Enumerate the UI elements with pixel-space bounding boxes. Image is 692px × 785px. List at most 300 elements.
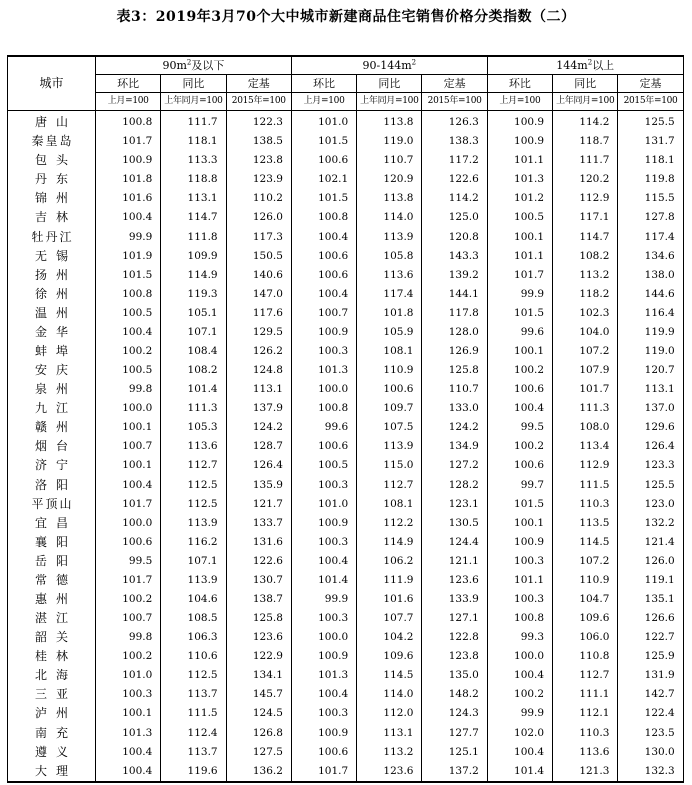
index-value-cell: 100.3 [291, 704, 356, 723]
index-value-cell: 100.9 [487, 111, 552, 133]
index-value-cell: 110.2 [226, 189, 291, 208]
index-value-cell: 110.9 [553, 571, 618, 590]
index-value-cell: 100.3 [487, 552, 552, 571]
city-cell: 南充 [8, 724, 96, 743]
index-value-cell: 117.2 [422, 151, 487, 170]
city-cell: 秦皇岛 [8, 132, 96, 151]
index-value-cell: 113.1 [161, 189, 226, 208]
city-cell: 泉州 [8, 380, 96, 399]
table-row [8, 266, 684, 285]
index-value-cell: 114.5 [357, 666, 422, 685]
index-value-cell: 122.7 [618, 628, 683, 647]
city-cell: 包头 [8, 151, 96, 170]
index-value-cell: 122.3 [226, 111, 291, 133]
index-value-cell: 113.8 [357, 111, 422, 133]
index-value-cell: 100.2 [96, 647, 161, 666]
index-value-cell: 118.1 [618, 151, 683, 170]
index-value-cell: 113.4 [553, 437, 618, 456]
city-cell: 宜昌 [8, 514, 96, 533]
index-value-cell: 99.3 [487, 628, 552, 647]
index-value-cell: 114.9 [161, 266, 226, 285]
index-value-cell: 100.6 [487, 456, 552, 475]
table-row [8, 533, 684, 552]
index-value-cell: 112.5 [161, 666, 226, 685]
index-value-cell: 133.0 [422, 399, 487, 418]
group-label-sup: 2 [186, 58, 192, 67]
index-value-cell: 130.0 [618, 743, 683, 762]
index-value-cell: 100.9 [487, 533, 552, 552]
base-header: 上年同月=100 [553, 93, 618, 111]
city-cell: 韶关 [8, 628, 96, 647]
index-value-cell: 113.1 [618, 380, 683, 399]
index-value-cell: 100.5 [96, 361, 161, 380]
index-value-cell: 125.8 [226, 609, 291, 628]
index-value-cell: 118.7 [553, 132, 618, 151]
index-value-cell: 100.4 [291, 285, 356, 304]
index-value-cell: 100.4 [291, 552, 356, 571]
index-value-cell: 138.7 [226, 590, 291, 609]
index-value-cell: 121.3 [553, 762, 618, 782]
table-row [8, 590, 684, 609]
index-value-cell: 113.7 [161, 743, 226, 762]
index-value-cell: 122.6 [226, 552, 291, 571]
city-cell: 蚌埠 [8, 342, 96, 361]
table-row [8, 495, 684, 514]
index-value-cell: 102.1 [291, 170, 356, 189]
index-value-cell: 129.5 [226, 323, 291, 342]
index-value-cell: 101.7 [96, 132, 161, 151]
index-value-cell: 117.3 [226, 227, 291, 246]
index-value-cell: 105.8 [357, 247, 422, 266]
index-value-cell: 137.9 [226, 399, 291, 418]
group-label: 90m [162, 59, 187, 72]
index-value-cell: 127.1 [422, 609, 487, 628]
index-value-cell: 110.9 [357, 361, 422, 380]
index-value-cell: 117.1 [553, 208, 618, 227]
index-value-cell: 117.6 [226, 304, 291, 323]
index-value-cell: 122.8 [422, 628, 487, 647]
city-cell: 安庆 [8, 361, 96, 380]
index-value-cell: 109.6 [553, 609, 618, 628]
index-value-cell: 107.5 [357, 418, 422, 437]
index-value-cell: 101.7 [553, 380, 618, 399]
index-value-cell: 104.0 [553, 323, 618, 342]
index-value-cell: 125.1 [422, 743, 487, 762]
index-value-cell: 101.0 [96, 666, 161, 685]
index-value-cell: 108.5 [161, 609, 226, 628]
index-value-cell: 124.3 [422, 704, 487, 723]
index-value-cell: 131.6 [226, 533, 291, 552]
price-index-table [7, 55, 684, 783]
index-value-cell: 123.6 [226, 628, 291, 647]
city-cell: 大理 [8, 762, 96, 782]
index-value-cell: 121.4 [618, 533, 683, 552]
group-header-medium [291, 56, 487, 75]
index-value-cell: 117.8 [422, 304, 487, 323]
index-value-cell: 100.4 [487, 666, 552, 685]
index-value-cell: 114.0 [357, 208, 422, 227]
index-value-cell: 100.4 [487, 743, 552, 762]
base-header-row [8, 93, 684, 111]
city-cell: 北海 [8, 666, 96, 685]
index-value-cell: 113.6 [357, 266, 422, 285]
index-value-cell: 123.5 [618, 724, 683, 743]
index-value-cell: 100.4 [96, 743, 161, 762]
index-value-cell: 112.9 [553, 189, 618, 208]
index-value-cell: 100.6 [291, 437, 356, 456]
index-value-cell: 129.6 [618, 418, 683, 437]
index-value-cell: 147.0 [226, 285, 291, 304]
index-value-cell: 108.0 [553, 418, 618, 437]
index-value-cell: 110.6 [161, 647, 226, 666]
index-value-cell: 115.5 [618, 189, 683, 208]
index-value-cell: 123.1 [422, 495, 487, 514]
table-body [8, 111, 684, 782]
table-row [8, 762, 684, 782]
index-value-cell: 100.9 [487, 132, 552, 151]
city-cell: 惠州 [8, 590, 96, 609]
index-value-cell: 113.9 [161, 571, 226, 590]
index-value-cell: 101.3 [487, 170, 552, 189]
index-value-cell: 100.1 [487, 227, 552, 246]
index-value-cell: 101.8 [96, 170, 161, 189]
index-value-cell: 112.5 [161, 495, 226, 514]
index-value-cell: 107.2 [553, 342, 618, 361]
table-row [8, 399, 684, 418]
index-value-cell: 101.4 [161, 380, 226, 399]
index-value-cell: 101.9 [96, 247, 161, 266]
index-value-cell: 134.9 [422, 437, 487, 456]
index-value-cell: 100.8 [291, 399, 356, 418]
index-value-cell: 132.2 [618, 514, 683, 533]
index-value-cell: 100.2 [96, 342, 161, 361]
index-value-cell: 142.7 [618, 685, 683, 704]
index-value-cell: 137.2 [422, 762, 487, 782]
metric-header: 同比 [161, 75, 226, 93]
city-cell: 牡丹江 [8, 227, 96, 246]
index-value-cell: 124.2 [422, 418, 487, 437]
metric-header-row [8, 75, 684, 93]
index-value-cell: 105.3 [161, 418, 226, 437]
table-row [8, 685, 684, 704]
index-value-cell: 99.9 [96, 227, 161, 246]
table-row [8, 189, 684, 208]
index-value-cell: 99.9 [291, 590, 356, 609]
index-value-cell: 111.5 [161, 704, 226, 723]
table-row [8, 456, 684, 475]
index-value-cell: 109.6 [357, 647, 422, 666]
index-value-cell: 114.2 [553, 111, 618, 133]
city-cell: 唐山 [8, 111, 96, 133]
index-value-cell: 100.1 [96, 418, 161, 437]
index-value-cell: 120.7 [618, 361, 683, 380]
table-row [8, 743, 684, 762]
table-row [8, 571, 684, 590]
city-cell: 三亚 [8, 685, 96, 704]
index-value-cell: 121.1 [422, 552, 487, 571]
index-value-cell: 123.8 [422, 647, 487, 666]
index-value-cell: 119.3 [161, 285, 226, 304]
index-value-cell: 125.9 [618, 647, 683, 666]
index-value-cell: 127.5 [226, 743, 291, 762]
index-value-cell: 100.8 [96, 285, 161, 304]
index-value-cell: 112.1 [553, 704, 618, 723]
index-value-cell: 122.6 [422, 170, 487, 189]
table-row [8, 208, 684, 227]
city-cell: 平顶山 [8, 495, 96, 514]
index-value-cell: 107.2 [553, 552, 618, 571]
index-value-cell: 126.3 [422, 111, 487, 133]
index-value-cell: 101.7 [96, 495, 161, 514]
index-value-cell: 110.7 [422, 380, 487, 399]
index-value-cell: 111.3 [161, 399, 226, 418]
table-row [8, 247, 684, 266]
index-value-cell: 125.5 [618, 475, 683, 494]
index-value-cell: 128.7 [226, 437, 291, 456]
index-value-cell: 101.8 [357, 304, 422, 323]
index-value-cell: 144.1 [422, 285, 487, 304]
index-value-cell: 119.6 [161, 762, 226, 782]
index-value-cell: 100.1 [96, 704, 161, 723]
index-value-cell: 125.8 [422, 361, 487, 380]
index-value-cell: 99.8 [96, 380, 161, 399]
index-value-cell: 138.5 [226, 132, 291, 151]
table-row [8, 552, 684, 571]
index-value-cell: 100.9 [291, 323, 356, 342]
table-title: 表3：2019年3月70个大中城市新建商品住宅销售价格分类指数（二） [116, 9, 576, 25]
index-value-cell: 114.5 [553, 533, 618, 552]
base-header: 2015年=100 [226, 93, 291, 111]
index-value-cell: 113.1 [357, 724, 422, 743]
index-value-cell: 100.3 [487, 590, 552, 609]
index-value-cell: 100.4 [96, 208, 161, 227]
index-value-cell: 110.7 [357, 151, 422, 170]
index-value-cell: 100.0 [291, 628, 356, 647]
index-value-cell: 121.7 [226, 495, 291, 514]
index-value-cell: 120.9 [357, 170, 422, 189]
index-value-cell: 100.3 [96, 685, 161, 704]
index-value-cell: 122.4 [618, 704, 683, 723]
group-label-tail: 以上 [592, 59, 615, 72]
index-value-cell: 101.4 [291, 571, 356, 590]
city-cell: 扬州 [8, 266, 96, 285]
index-value-cell: 100.0 [487, 647, 552, 666]
index-value-cell: 128.0 [422, 323, 487, 342]
index-value-cell: 124.4 [422, 533, 487, 552]
index-value-cell: 100.0 [291, 380, 356, 399]
index-value-cell: 127.8 [618, 208, 683, 227]
index-value-cell: 111.3 [553, 399, 618, 418]
index-value-cell: 99.5 [96, 552, 161, 571]
index-value-cell: 113.8 [357, 189, 422, 208]
index-value-cell: 120.8 [422, 227, 487, 246]
index-value-cell: 107.1 [161, 552, 226, 571]
index-value-cell: 127.2 [422, 456, 487, 475]
city-cell: 岳阳 [8, 552, 96, 571]
index-value-cell: 101.7 [96, 571, 161, 590]
index-value-cell: 100.9 [291, 647, 356, 666]
index-value-cell: 113.2 [357, 743, 422, 762]
table-row [8, 132, 684, 151]
index-value-cell: 131.7 [618, 132, 683, 151]
group-header-small [96, 56, 292, 75]
base-header: 上月=100 [487, 93, 552, 111]
index-value-cell: 101.7 [487, 266, 552, 285]
index-value-cell: 100.2 [487, 437, 552, 456]
index-value-cell: 120.2 [553, 170, 618, 189]
metric-header: 环比 [96, 75, 161, 93]
index-value-cell: 101.3 [291, 666, 356, 685]
index-value-cell: 101.1 [487, 571, 552, 590]
group-label: 90-144m [362, 59, 412, 72]
index-value-cell: 114.2 [422, 189, 487, 208]
index-value-cell: 108.1 [357, 342, 422, 361]
table-row [8, 151, 684, 170]
index-value-cell: 99.7 [487, 475, 552, 494]
index-value-cell: 111.1 [553, 685, 618, 704]
index-value-cell: 117.4 [618, 227, 683, 246]
index-value-cell: 113.7 [161, 685, 226, 704]
index-value-cell: 118.1 [161, 132, 226, 151]
index-value-cell: 138.0 [618, 266, 683, 285]
index-value-cell: 100.6 [291, 247, 356, 266]
index-value-cell: 108.2 [553, 247, 618, 266]
index-value-cell: 100.3 [291, 475, 356, 494]
index-value-cell: 127.7 [422, 724, 487, 743]
table-row [8, 285, 684, 304]
index-value-cell: 111.8 [161, 227, 226, 246]
index-value-cell: 113.9 [357, 437, 422, 456]
table-row [8, 647, 684, 666]
index-value-cell: 113.3 [161, 151, 226, 170]
index-value-cell: 101.5 [487, 304, 552, 323]
index-value-cell: 123.3 [618, 456, 683, 475]
index-value-cell: 143.3 [422, 247, 487, 266]
index-value-cell: 134.6 [618, 247, 683, 266]
index-value-cell: 118.8 [161, 170, 226, 189]
table-row [8, 227, 684, 246]
metric-header: 定基 [422, 75, 487, 93]
index-value-cell: 113.1 [226, 380, 291, 399]
city-cell: 丹东 [8, 170, 96, 189]
index-value-cell: 112.4 [161, 724, 226, 743]
index-value-cell: 99.9 [487, 285, 552, 304]
index-value-cell: 126.8 [226, 724, 291, 743]
index-value-cell: 126.9 [422, 342, 487, 361]
index-value-cell: 114.9 [357, 533, 422, 552]
city-cell: 湛江 [8, 609, 96, 628]
index-value-cell: 109.7 [357, 399, 422, 418]
city-cell: 徐州 [8, 285, 96, 304]
index-value-cell: 133.7 [226, 514, 291, 533]
index-value-cell: 99.5 [487, 418, 552, 437]
index-value-cell: 100.9 [291, 514, 356, 533]
table-row [8, 437, 684, 456]
table-row [8, 724, 684, 743]
index-value-cell: 100.2 [487, 685, 552, 704]
table-row [8, 628, 684, 647]
index-value-cell: 108.4 [161, 342, 226, 361]
index-value-cell: 99.8 [96, 628, 161, 647]
index-value-cell: 110.8 [553, 647, 618, 666]
index-value-cell: 113.9 [161, 514, 226, 533]
index-value-cell: 100.4 [291, 685, 356, 704]
index-value-cell: 107.9 [553, 361, 618, 380]
index-value-cell: 139.2 [422, 266, 487, 285]
index-value-cell: 113.5 [553, 514, 618, 533]
index-value-cell: 133.9 [422, 590, 487, 609]
index-value-cell: 111.5 [553, 475, 618, 494]
city-cell: 无锡 [8, 247, 96, 266]
table-row [8, 514, 684, 533]
city-cell: 吉林 [8, 208, 96, 227]
base-header: 上月=100 [291, 93, 356, 111]
index-value-cell: 123.6 [422, 571, 487, 590]
base-header: 上年同月=100 [357, 93, 422, 111]
index-value-cell: 100.7 [96, 609, 161, 628]
table-row [8, 361, 684, 380]
city-cell: 温州 [8, 304, 96, 323]
index-value-cell: 100.7 [291, 304, 356, 323]
table-row [8, 323, 684, 342]
metric-header: 定基 [618, 75, 683, 93]
metric-header: 同比 [357, 75, 422, 93]
city-cell: 遵义 [8, 743, 96, 762]
index-value-cell: 102.0 [487, 724, 552, 743]
index-value-cell: 106.0 [553, 628, 618, 647]
index-value-cell: 101.4 [487, 762, 552, 782]
index-value-cell: 124.2 [226, 418, 291, 437]
index-value-cell: 124.5 [226, 704, 291, 723]
city-cell: 襄阳 [8, 533, 96, 552]
city-cell: 桂林 [8, 647, 96, 666]
index-value-cell: 101.2 [487, 189, 552, 208]
index-value-cell: 100.5 [291, 456, 356, 475]
index-value-cell: 114.7 [553, 227, 618, 246]
index-value-cell: 100.3 [291, 609, 356, 628]
index-value-cell: 101.0 [291, 111, 356, 133]
index-value-cell: 114.0 [357, 685, 422, 704]
index-value-cell: 100.8 [487, 609, 552, 628]
city-cell: 赣州 [8, 418, 96, 437]
index-value-cell: 101.0 [291, 495, 356, 514]
index-value-cell: 112.5 [161, 475, 226, 494]
index-value-cell: 131.9 [618, 666, 683, 685]
city-cell: 烟台 [8, 437, 96, 456]
table-row [8, 666, 684, 685]
index-value-cell: 100.4 [291, 227, 356, 246]
index-value-cell: 119.0 [357, 132, 422, 151]
index-value-cell: 100.6 [487, 380, 552, 399]
group-label: 144m [556, 59, 588, 72]
index-value-cell: 100.8 [96, 111, 161, 133]
index-value-cell: 100.4 [96, 323, 161, 342]
index-value-cell: 117.4 [357, 285, 422, 304]
table-header [8, 56, 684, 111]
index-value-cell: 100.5 [96, 304, 161, 323]
index-value-cell: 104.7 [553, 590, 618, 609]
index-value-cell: 100.5 [487, 208, 552, 227]
city-cell: 金华 [8, 323, 96, 342]
index-value-cell: 100.0 [96, 514, 161, 533]
city-cell: 济宁 [8, 456, 96, 475]
base-header: 上年同月=100 [161, 93, 226, 111]
index-value-cell: 109.9 [161, 247, 226, 266]
index-value-cell: 112.7 [357, 475, 422, 494]
index-value-cell: 100.1 [487, 514, 552, 533]
index-value-cell: 126.4 [226, 456, 291, 475]
table-row [8, 380, 684, 399]
